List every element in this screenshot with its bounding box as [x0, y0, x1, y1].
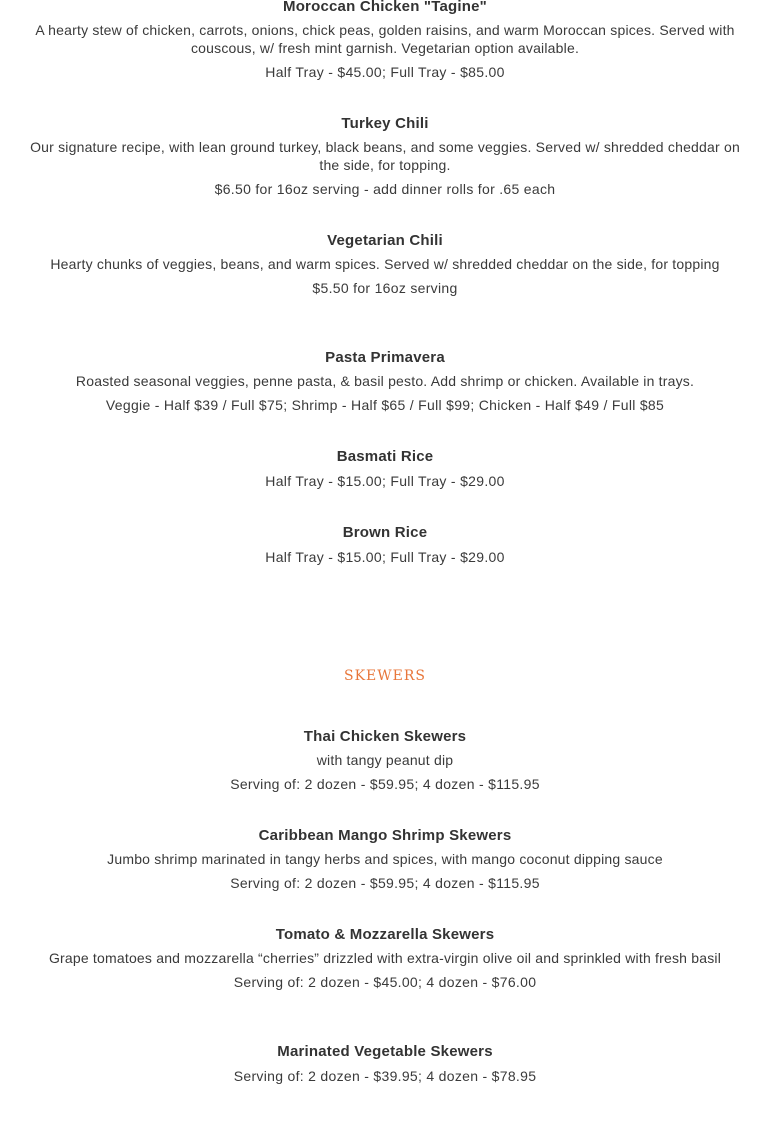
menu-item-name: Thai Chicken Skewers [303, 728, 467, 745]
menu-item-description: Roasted seasonal veggies, penne pasta, & basil pesto. Add shrimp or chicken. Available in trays. [75, 373, 695, 389]
menu-item-name: Brown Rice [342, 524, 428, 541]
menu-item-tomato-mozzarella-skewers [30, 926, 740, 991]
menu-item-price: Serving of: 2 dozen - $59.95; 4 dozen - $115.95 [230, 875, 540, 891]
menu-item-name: Caribbean Mango Shrimp Skewers [258, 827, 512, 844]
menu-item-price: $5.50 for 16oz serving [312, 280, 458, 296]
menu-item-vegetarian-chili [30, 232, 740, 297]
menu-item-description: with tangy peanut dip [316, 752, 454, 768]
menu-item-price: Half Tray - $15.00; Full Tray - $29.00 [265, 549, 505, 565]
menu-item-marinated-vegetable-skewers [30, 1043, 740, 1085]
menu-item-turkey-chili [30, 115, 740, 198]
menu-item-price: Half Tray - $45.00; Full Tray - $85.00 [265, 64, 505, 80]
menu-item-description: Our signature recipe, with lean ground turkey, black beans, and some veggies. Served w/ shredded cheddar on the side, for topping. [30, 139, 740, 173]
menu-item-description: Grape tomatoes and mozzarella “cherries” drizzled with extra-virgin olive oil and sprinkled with fresh basil [48, 950, 722, 966]
menu-item-name: Tomato & Mozzarella Skewers [275, 926, 495, 943]
menu-item-description: Jumbo shrimp marinated in tangy herbs and spices, with mango coconut dipping sauce [107, 851, 663, 867]
menu-item-basmati-rice [30, 448, 740, 490]
menu-item-name: Marinated Vegetable Skewers [277, 1043, 493, 1060]
section-heading-skewers: SKEWERS [343, 668, 426, 684]
menu-item-pasta-primavera [30, 349, 740, 414]
menu-item-brown-rice [30, 524, 740, 566]
menu-item-price: Half Tray - $15.00; Full Tray - $29.00 [265, 473, 505, 489]
menu-item-name: Basmati Rice [336, 448, 434, 465]
menu-item-name: Turkey Chili [341, 115, 429, 132]
menu-item-price: Veggie - Half $39 / Full $75; Shrimp - Half $65 / Full $99; Chicken - Half $49 / Full $85 [105, 397, 665, 413]
menu-item-thai-chicken-skewers [30, 728, 740, 793]
menu-item-price: $6.50 for 16oz serving - add dinner rolls for .65 each [214, 181, 556, 197]
menu-item-name: Moroccan Chicken "Tagine" [283, 0, 487, 15]
menu-item-price: Serving of: 2 dozen - $59.95; 4 dozen - $115.95 [230, 776, 540, 792]
menu-item-description: A hearty stew of chicken, carrots, onions, chick peas, golden raisins, and warm Moroccan spices. Served with couscous, w/ fresh mint garnish. Vegetarian option available. [35, 22, 735, 56]
menu-item-name: Vegetarian Chili [327, 232, 443, 249]
menu-item-description: Hearty chunks of veggies, beans, and warm spices. Served w/ shredded cheddar on the side, for topping [50, 256, 720, 272]
menu-item-price: Serving of: 2 dozen - $39.95; 4 dozen - $78.95 [233, 1068, 537, 1084]
menu-item-name: Pasta Primavera [325, 349, 445, 366]
menu-item-moroccan-chicken [30, 0, 740, 81]
menu-item-caribbean-shrimp-skewers [30, 827, 740, 892]
menu-item-price: Serving of: 2 dozen - $45.00; 4 dozen - $76.00 [233, 974, 537, 990]
